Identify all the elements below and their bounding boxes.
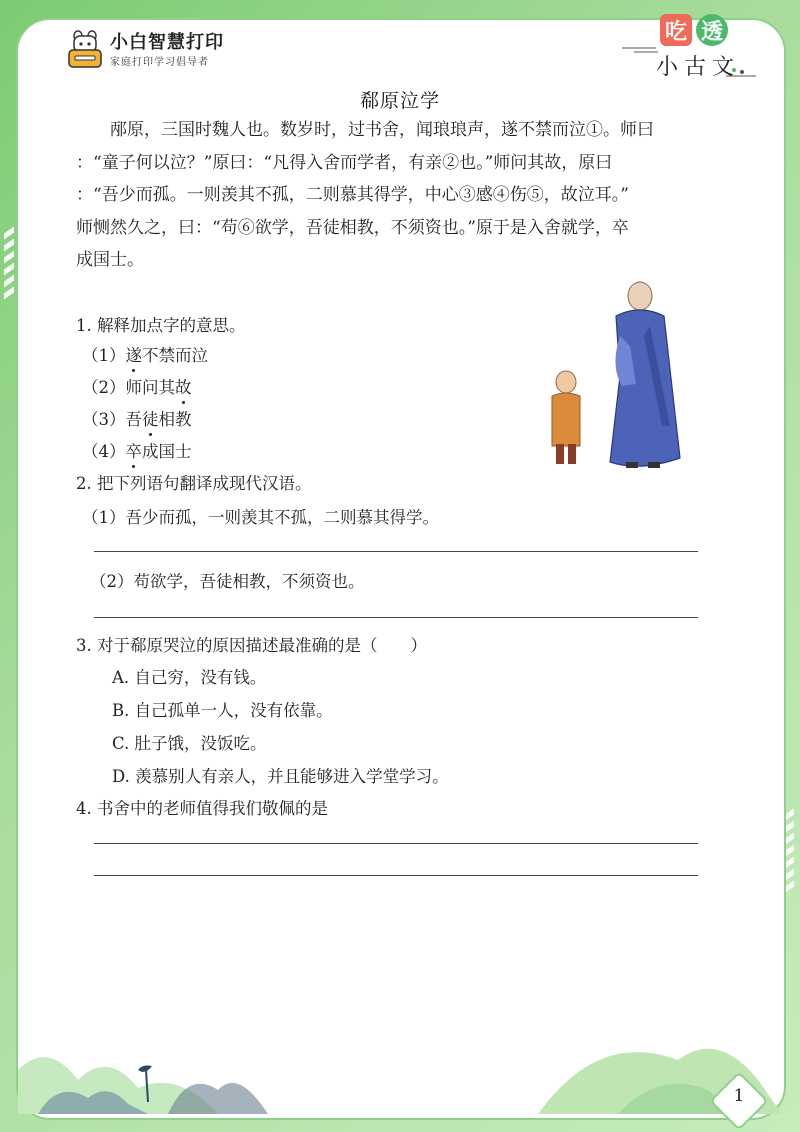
choice-option[interactable]: C. 肚子饿，没饭吃。 <box>112 734 267 753</box>
item-number: （4） <box>82 442 126 461</box>
dotted-char: 遂 <box>126 342 143 366</box>
passage-line: 成国士。 <box>76 250 144 270</box>
badge-char-1: 吃 <box>660 14 692 46</box>
item-text: 吾 <box>125 410 142 429</box>
question-2-item: （1）吾少而孤，一则羡其不孤，二则慕其得学。 <box>82 508 439 527</box>
brand-slogan: 家庭打印学习倡导者 <box>110 56 209 68</box>
question-2-prompt: 2. 把下列语句翻译成现代汉语。 <box>76 474 312 493</box>
choice-option[interactable]: A. 自己穷，没有钱。 <box>112 668 267 687</box>
dotted-char: 徒 <box>142 406 159 430</box>
question-1-item <box>82 342 208 366</box>
item-text: 不禁而泣 <box>142 346 208 365</box>
classical-passage <box>76 114 724 277</box>
passage-line: ：“吾少而孤。一则羡其不孤，二则慕其得学，中心③感④伤⑤，故泣耳。” <box>76 185 629 205</box>
brand-name: 小白智慧打印 <box>110 31 224 53</box>
left-stripe-decoration <box>4 230 14 302</box>
answer-line[interactable] <box>94 551 698 552</box>
choice-option[interactable]: B. 自己孤单一人，没有依靠。 <box>112 701 333 720</box>
page-title: 郗原泣学 <box>359 90 440 112</box>
question-3-prompt: 3. 对于郗原哭泣的原因描述最准确的是（ ） <box>76 636 427 655</box>
item-number: （1） <box>82 346 126 365</box>
printer-mascot-icon <box>66 30 104 70</box>
item-text: 成国士 <box>142 442 192 461</box>
mountain-landscape-decoration <box>18 1010 782 1114</box>
question-2-item: （2）苟欲学，吾徒相教，不须资也。 <box>90 572 365 591</box>
dotted-char: 卒 <box>126 438 143 462</box>
question-4-prompt: 4. 书舍中的老师值得我们敬佩的是 <box>76 799 328 818</box>
passage-line: 邴原，三国时魏人也。数岁时，过书舍，闻琅琅声，遂不禁而泣①。师曰 <box>76 120 654 140</box>
question-1-item <box>82 406 192 430</box>
page-number: 1 <box>733 1086 745 1106</box>
answer-line[interactable] <box>94 617 698 618</box>
badge-subtitle: 小古文 <box>656 55 741 80</box>
item-text: 相教 <box>158 410 192 429</box>
passage-line: 师恻然久之，曰：“苟⑥欲学，吾徒相教，不须资也。”原于是入舍就学，卒 <box>76 217 629 238</box>
answer-line[interactable] <box>94 843 698 844</box>
teacher-and-child-illustration <box>540 276 710 476</box>
answer-line[interactable] <box>94 875 698 876</box>
item-text: 师问其 <box>125 378 175 397</box>
question-1-prompt: 1. 解释加点字的意思。 <box>76 316 246 335</box>
badge-char-2: 透 <box>696 14 728 46</box>
item-number: （3） <box>82 410 126 429</box>
question-1-item <box>82 438 192 462</box>
question-1-item <box>82 374 192 398</box>
dotted-char: 故 <box>175 374 192 398</box>
choice-option[interactable]: D. 羡慕别人有亲人，并且能够进入学堂学习。 <box>112 767 449 786</box>
brand-logo <box>66 30 224 70</box>
passage-line: ：“童子何以泣？”原曰：“凡得入舍而学者，有亲②也。”师问其故，原曰 <box>76 152 613 173</box>
item-number: （2） <box>82 378 126 397</box>
series-badge <box>616 10 766 80</box>
